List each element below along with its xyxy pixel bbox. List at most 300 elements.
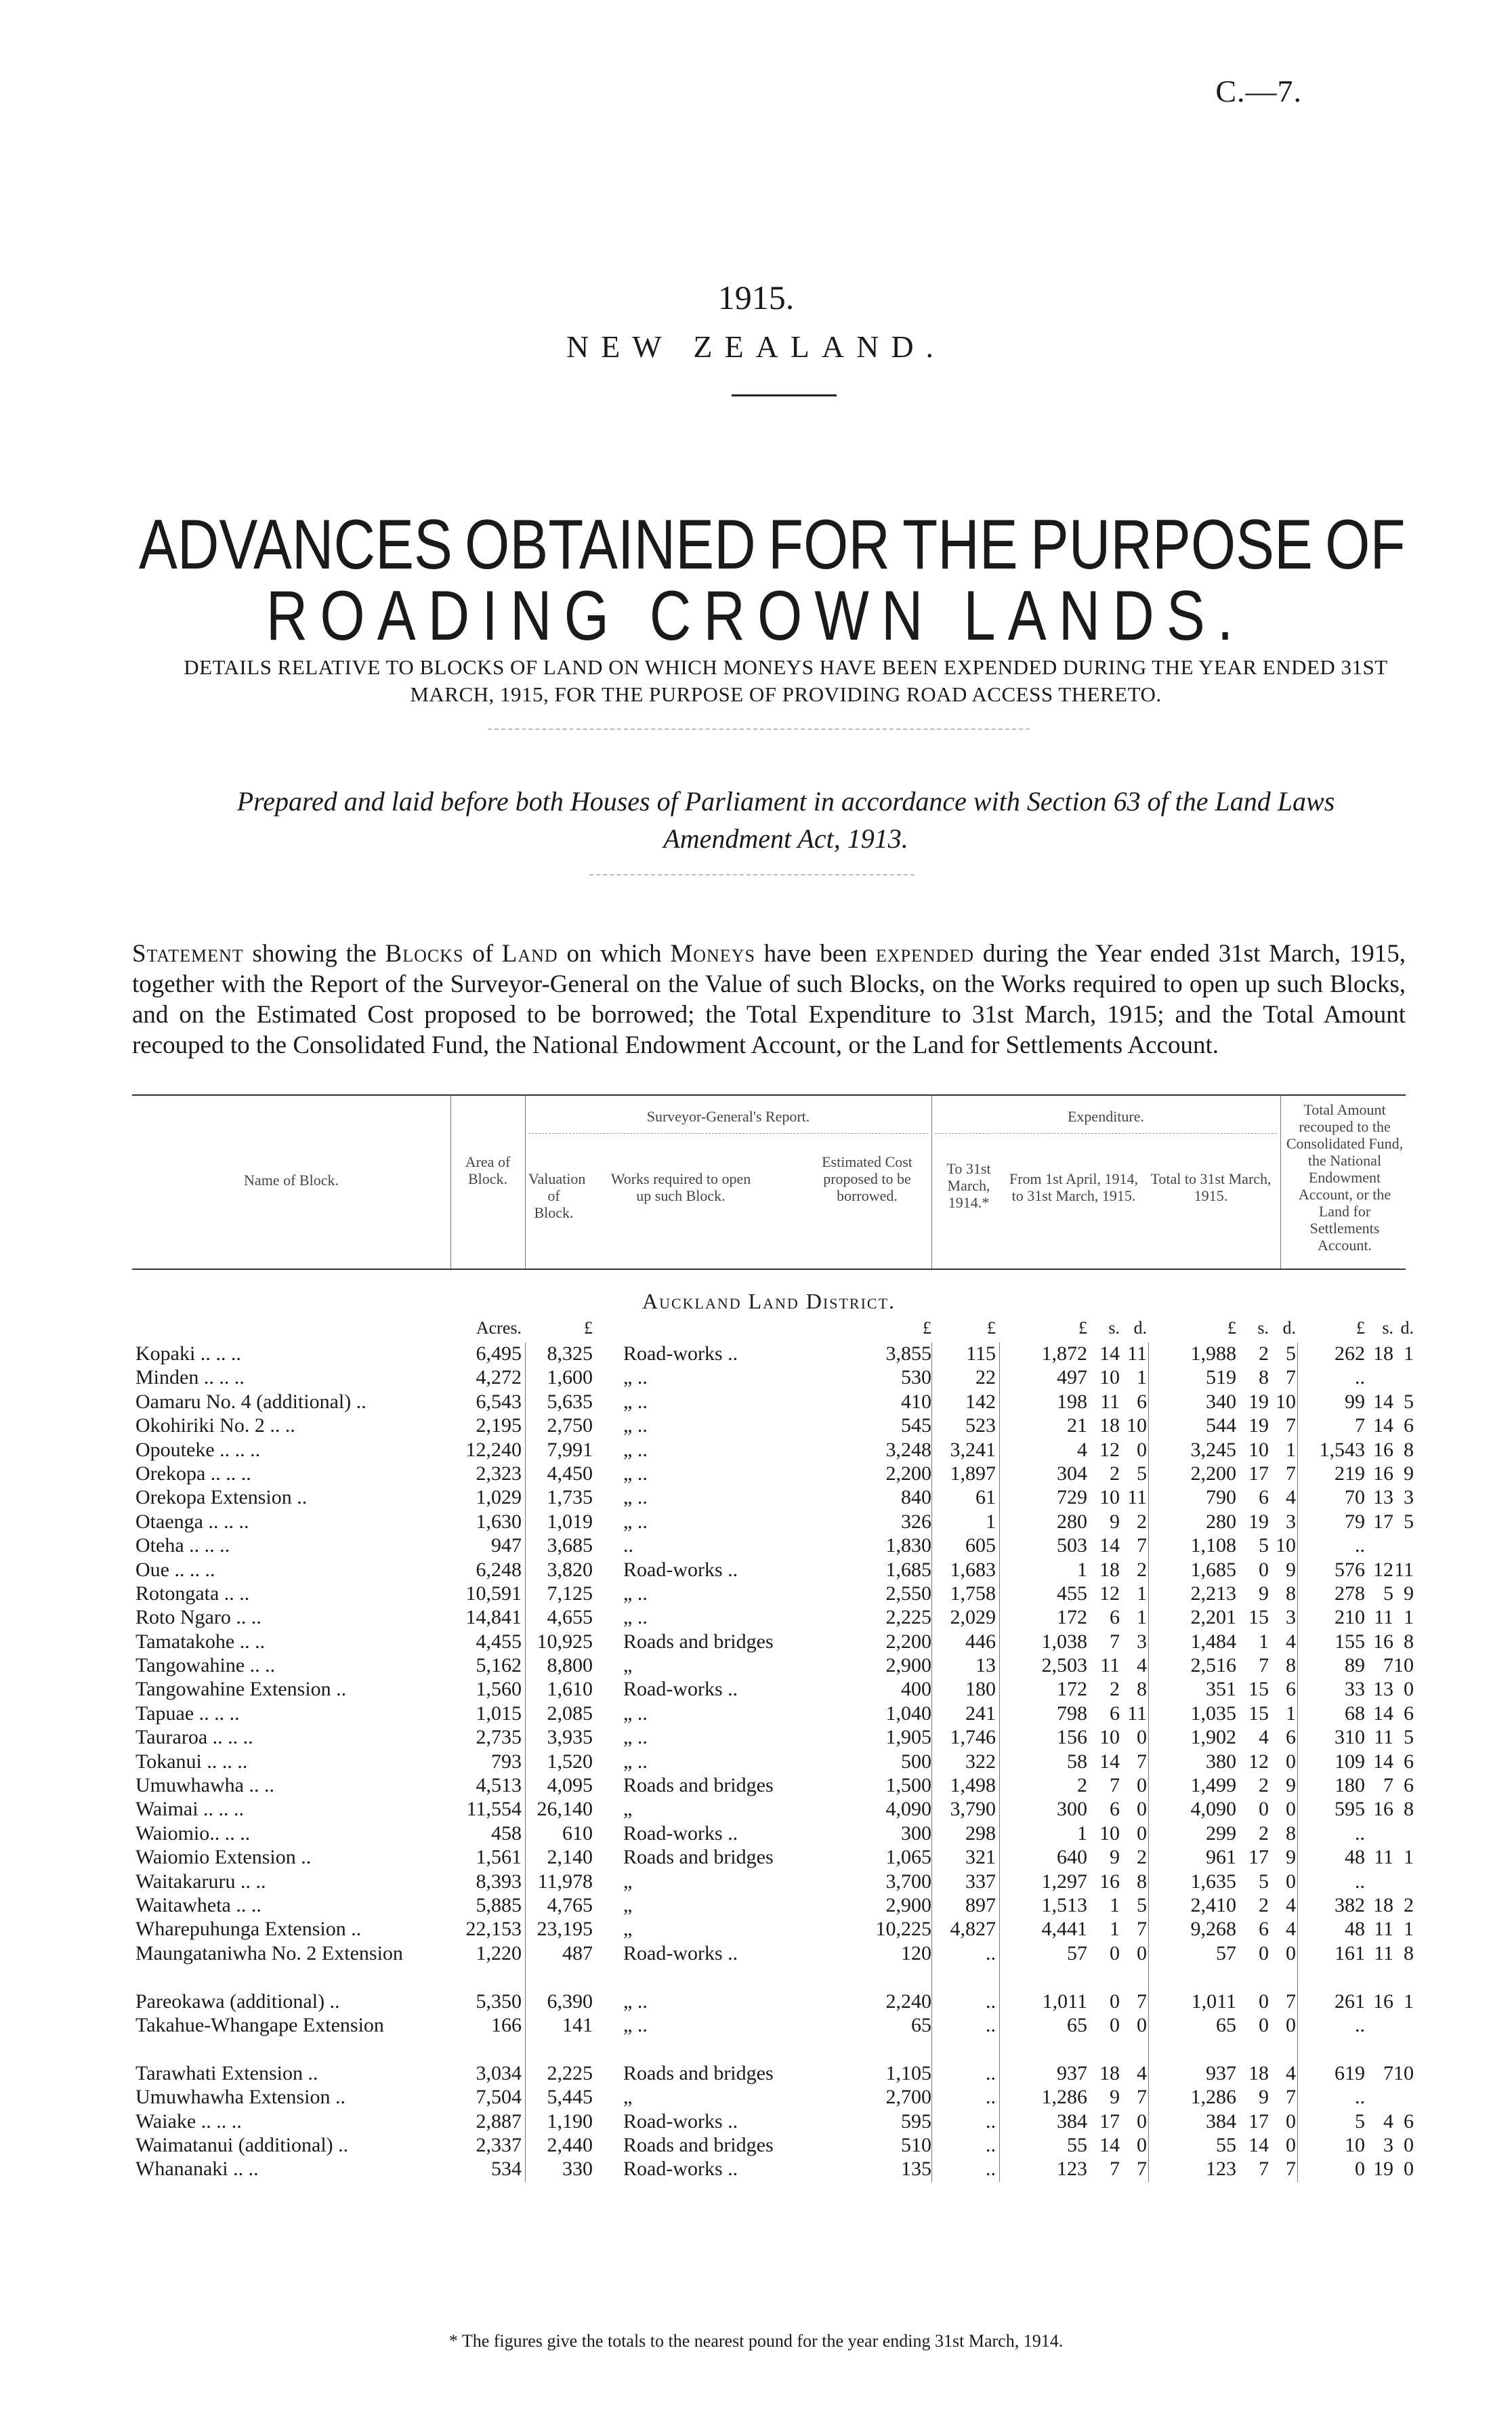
total-pence: 8 — [1286, 1582, 1296, 1605]
recouped-pounds: 161 — [1335, 1941, 1365, 1964]
header-works: Works required to open up such Block. — [610, 1170, 751, 1204]
block-name: Oue .. .. .. — [135, 1558, 215, 1581]
table-row — [132, 1918, 1414, 1941]
expenditure-1915-pounds: 1,038 — [1041, 1630, 1087, 1653]
block-valuation: 4,655 — [547, 1606, 593, 1629]
estimated-cost: 326 — [901, 1510, 931, 1533]
title-word: FOR — [768, 506, 890, 584]
expenditure-1915-pence: 11 — [1127, 1486, 1147, 1509]
expenditure-1915-pence: 1 — [1137, 1366, 1147, 1389]
recouped-pence: 6 — [1404, 2109, 1414, 2133]
total-shillings: 0 — [1259, 1798, 1269, 1821]
expenditure-1915-shillings: 14 — [1099, 1342, 1120, 1365]
header-name: Name of Block. — [244, 1172, 339, 1189]
works-required: „ .. — [623, 1414, 648, 1437]
total-pounds: 3,245 — [1190, 1438, 1236, 1461]
total-pence: 7 — [1286, 1990, 1296, 2013]
recouped-pounds: 99 — [1345, 1390, 1365, 1413]
expenditure-1915-pence: 3 — [1137, 1630, 1147, 1653]
works-required: „ .. — [623, 1486, 648, 1509]
table-row — [132, 1702, 1414, 1726]
expenditure-1915-pence: 1 — [1137, 1582, 1147, 1605]
estimated-cost: 4,090 — [885, 1798, 931, 1821]
block-valuation: 4,450 — [547, 1462, 593, 1485]
total-pence: 9 — [1286, 1846, 1296, 1869]
block-name: Kopaki .. .. .. — [135, 1342, 241, 1365]
expenditure-1915-pounds: 304 — [1057, 1462, 1087, 1485]
block-area: 2,887 — [476, 2109, 522, 2133]
total-pence: 4 — [1286, 2061, 1296, 2084]
block-valuation: 2,225 — [547, 2061, 593, 2084]
expenditure-1915-shillings: 0 — [1110, 1941, 1120, 1964]
recouped-pounds: .. — [1355, 1821, 1365, 1845]
table-row — [132, 1654, 1414, 1678]
block-valuation: 8,800 — [547, 1654, 593, 1677]
block-valuation: 6,390 — [547, 1990, 593, 2013]
unit-label: Acres. — [476, 1318, 522, 1338]
estimated-cost: 840 — [901, 1486, 931, 1509]
block-name: Roto Ngaro .. .. — [135, 1606, 261, 1629]
block-name: Waitakaruru .. .. — [135, 1870, 266, 1893]
total-pence: 3 — [1286, 1606, 1296, 1629]
recouped-shillings: 14 — [1373, 1750, 1393, 1773]
recouped-shillings: 5 — [1383, 1582, 1393, 1605]
unit-label: £ — [1078, 1318, 1087, 1338]
total-pence: 6 — [1286, 1678, 1296, 1701]
block-area: 458 — [491, 1821, 522, 1845]
estimated-cost: 2,240 — [885, 1990, 931, 2013]
recouped-pence: 5 — [1404, 1390, 1414, 1413]
expenditure-1915-pounds: 4,441 — [1041, 1918, 1087, 1941]
block-name: Tarawhati Extension .. — [135, 2061, 318, 2084]
table-row — [132, 1510, 1414, 1534]
recouped-pounds: .. — [1355, 1870, 1365, 1893]
table-row — [132, 1798, 1414, 1821]
recouped-pounds: 89 — [1345, 1654, 1365, 1677]
total-shillings: 0 — [1259, 1990, 1269, 2013]
expenditure-1915-shillings: 11 — [1100, 1390, 1120, 1413]
expenditure-1915-pence: 7 — [1137, 1918, 1147, 1941]
expenditure-1915-pounds: 172 — [1057, 1678, 1087, 1701]
expenditure-1915-shillings: 1 — [1110, 1918, 1120, 1941]
header-valuation: Valuation of Block. — [528, 1170, 586, 1221]
column-rule — [1280, 1096, 1281, 1269]
block-area: 1,561 — [476, 1846, 522, 1869]
total-pounds: 340 — [1206, 1390, 1236, 1413]
page-reference: C.—7. — [1215, 74, 1302, 108]
expenditure-to-1914: 337 — [965, 1870, 996, 1893]
expenditure-1915-pounds: 58 — [1067, 1750, 1087, 1773]
block-valuation: 330 — [562, 2158, 593, 2181]
works-required: .. — [623, 1534, 633, 1557]
total-pence: 10 — [1276, 1534, 1296, 1557]
estimated-cost: 1,830 — [885, 1534, 931, 1557]
total-shillings: 2 — [1259, 1342, 1269, 1365]
total-pence: 7 — [1286, 2086, 1296, 2109]
recouped-pence: 1 — [1404, 1990, 1414, 2013]
block-valuation: 1,190 — [547, 2109, 593, 2133]
expenditure-1915-pence: 0 — [1137, 1438, 1147, 1461]
block-area: 14,841 — [465, 1606, 522, 1629]
statement-text: on which — [558, 940, 671, 968]
expenditure-1915-pounds: 1,011 — [1042, 1990, 1087, 2013]
table-body — [132, 1342, 1414, 2182]
total-pounds: 57 — [1216, 1941, 1236, 1964]
expenditure-to-1914: 22 — [975, 1366, 996, 1389]
table-row — [132, 1366, 1406, 1390]
total-shillings: 0 — [1259, 1558, 1269, 1581]
block-name: Tangowahine .. .. — [135, 1654, 276, 1677]
expenditure-1915-pounds: 455 — [1057, 1582, 1087, 1605]
separator-dashes — [589, 874, 915, 876]
total-pounds: 1,108 — [1190, 1534, 1236, 1557]
block-name: Waiake .. .. .. — [135, 2109, 242, 2133]
table-row — [132, 2133, 1414, 2158]
expenditure-1915-pence: 5 — [1137, 1893, 1147, 1916]
block-valuation: 5,635 — [547, 1390, 593, 1413]
total-pence: 9 — [1286, 1774, 1296, 1797]
block-area: 1,220 — [476, 1941, 522, 1964]
recouped-pounds: 79 — [1345, 1510, 1365, 1533]
expenditure-to-1914: 1,897 — [950, 1462, 996, 1485]
block-area: 12,240 — [465, 1438, 522, 1461]
expenditure-1915-shillings: 12 — [1099, 1438, 1120, 1461]
block-valuation: 5,445 — [547, 2086, 593, 2109]
recouped-pence: 1 — [1404, 1918, 1414, 1941]
expenditure-1915-pence: 7 — [1137, 2086, 1147, 2109]
recouped-pounds: 48 — [1345, 1846, 1365, 1869]
table-row — [132, 1390, 1414, 1414]
expenditure-to-1914: 115 — [966, 1342, 996, 1365]
expenditure-1915-pence: 2 — [1137, 1846, 1147, 1869]
expenditure-1915-pence: 5 — [1137, 1462, 1147, 1485]
expenditure-1915-pounds: 21 — [1067, 1414, 1087, 1437]
recouped-shillings: 3 — [1383, 2133, 1393, 2156]
total-pounds: 1,286 — [1190, 2086, 1236, 2109]
block-name: Waimai .. .. .. — [135, 1798, 245, 1821]
total-pence: 6 — [1286, 1726, 1296, 1749]
subtitle: DETAILS RELATIVE TO BLOCKS OF LAND ON WHICH MONEYS HAVE BEEN EXPENDED DURING THE YEAR ENDED 31ST MARCH, 1915, FOR THE PURPOSE OF PROVIDING ROAD ACCESS THERETO. — [184, 655, 1388, 706]
total-pence: 4 — [1286, 1918, 1296, 1941]
expenditure-1915-pence: 0 — [1137, 1726, 1147, 1749]
expenditure-1915-pounds: 1 — [1077, 1558, 1087, 1581]
expenditure-1915-pounds: 1,513 — [1041, 1893, 1087, 1916]
expenditure-1915-pounds: 2,503 — [1041, 1654, 1087, 1677]
total-pence: 8 — [1286, 1654, 1296, 1677]
estimated-cost: 2,900 — [885, 1654, 931, 1677]
total-pounds: 1,902 — [1190, 1726, 1236, 1749]
estimated-cost: 410 — [901, 1390, 931, 1413]
recouped-shillings: 11 — [1374, 1606, 1393, 1629]
table-row — [132, 2086, 1406, 2109]
works-required: „ .. — [623, 1510, 648, 1533]
total-pounds: 1,685 — [1190, 1558, 1236, 1581]
estimated-cost: 2,700 — [885, 2086, 931, 2109]
table-row — [132, 1893, 1414, 1918]
recouped-pounds: 7 — [1355, 1414, 1365, 1437]
total-pounds: 2,516 — [1190, 1654, 1236, 1677]
recouped-shillings: 16 — [1373, 1990, 1393, 2013]
total-shillings: 12 — [1248, 1750, 1269, 1773]
table-row — [132, 1630, 1414, 1654]
table-row — [132, 2158, 1414, 2181]
block-area: 4,272 — [476, 1366, 522, 1389]
recouped-shillings: 14 — [1373, 1390, 1393, 1413]
block-name: Tapuae .. .. .. — [135, 1702, 240, 1725]
expenditure-1915-shillings: 7 — [1110, 1774, 1120, 1797]
expenditure-1915-pence: 8 — [1137, 1870, 1147, 1893]
unit-label: s. — [1382, 1318, 1393, 1338]
total-shillings: 19 — [1248, 1414, 1269, 1437]
expenditure-to-1914: 3,790 — [950, 1798, 996, 1821]
total-pounds: 1,035 — [1190, 1702, 1236, 1725]
block-valuation: 487 — [562, 1941, 593, 1964]
total-pence: 0 — [1286, 2133, 1296, 2156]
expenditure-1915-pence: 0 — [1137, 2133, 1147, 2156]
recouped-shillings: 16 — [1373, 1462, 1393, 1485]
expenditure-to-1914: .. — [986, 2158, 996, 2181]
statement-text: showing the — [243, 940, 385, 968]
estimated-cost: 3,248 — [885, 1438, 931, 1461]
block-name: Umuwhawha .. .. — [135, 1774, 274, 1797]
header-to31: To 31st March, 1914.* — [946, 1160, 991, 1211]
unit-label: £ — [1227, 1318, 1236, 1338]
table-row — [132, 1846, 1414, 1870]
total-pence: 7 — [1286, 2158, 1296, 2181]
recouped-shillings: 11 — [1374, 1726, 1393, 1749]
expenditure-1915-pounds: 65 — [1067, 2013, 1087, 2036]
year-heading: 1915. — [717, 279, 795, 316]
block-area: 6,495 — [476, 1342, 522, 1365]
expenditure-1915-pence: 11 — [1127, 1342, 1147, 1365]
block-valuation: 2,140 — [547, 1846, 593, 1869]
total-pounds: 55 — [1216, 2133, 1236, 2156]
expenditure-to-1914: 1,746 — [950, 1726, 996, 1749]
statement-word: Land — [501, 940, 558, 968]
expenditure-1915-pence: 7 — [1137, 2158, 1147, 2181]
block-name: Otaenga .. .. .. — [135, 1510, 249, 1533]
recouped-pence: 6 — [1404, 1414, 1414, 1437]
table-row — [132, 1941, 1414, 1990]
recouped-pounds: 68 — [1345, 1702, 1365, 1725]
table-row — [132, 1414, 1414, 1438]
expenditure-to-1914: 605 — [965, 1534, 996, 1557]
total-pence: 1 — [1286, 1438, 1296, 1461]
total-pounds: 4,090 — [1190, 1798, 1236, 1821]
recouped-shillings: 18 — [1373, 1342, 1393, 1365]
expenditure-1915-shillings: 12 — [1099, 1582, 1120, 1605]
block-name: Wharepuhunga Extension .. — [135, 1918, 362, 1941]
recouped-pounds: .. — [1355, 1534, 1365, 1557]
title-word: OF — [1325, 506, 1406, 584]
recouped-shillings: 16 — [1373, 1798, 1393, 1821]
total-pence: 1 — [1286, 1702, 1296, 1725]
expenditure-1915-pounds: 55 — [1067, 2133, 1087, 2156]
block-area: 1,560 — [476, 1678, 522, 1701]
expenditure-to-1914: 897 — [965, 1893, 996, 1916]
estimated-cost: 1,105 — [885, 2061, 931, 2084]
total-shillings: 17 — [1248, 1462, 1269, 1485]
total-shillings: 2 — [1259, 1821, 1269, 1845]
recouped-pence: 6 — [1404, 1774, 1414, 1797]
column-rule — [450, 1096, 451, 1269]
header-expenditure: Expenditure. — [1067, 1108, 1145, 1125]
expenditure-1915-pounds: 937 — [1057, 2061, 1087, 2084]
recouped-pounds: 33 — [1345, 1678, 1365, 1701]
block-valuation: 4,095 — [547, 1774, 593, 1797]
block-valuation: 2,085 — [547, 1702, 593, 1725]
total-pounds: 299 — [1206, 1821, 1236, 1845]
works-required: „ .. — [623, 1702, 648, 1725]
expenditure-1915-pence: 0 — [1137, 1821, 1147, 1845]
block-area: 2,323 — [476, 1462, 522, 1485]
expenditure-1915-pounds: 172 — [1057, 1606, 1087, 1629]
block-name: Oamaru No. 4 (additional) .. — [135, 1390, 366, 1413]
works-required: Road-works .. — [623, 1558, 738, 1581]
total-pence: 7 — [1286, 1462, 1296, 1485]
total-shillings: 9 — [1259, 2086, 1269, 2109]
table-row — [132, 1750, 1414, 1774]
expenditure-1915-pounds: 57 — [1067, 1941, 1087, 1964]
total-shillings: 17 — [1248, 2109, 1269, 2133]
expenditure-1915-shillings: 9 — [1110, 1846, 1120, 1869]
recouped-pence: 5 — [1404, 1726, 1414, 1749]
expenditure-to-1914: 298 — [965, 1821, 996, 1845]
block-valuation: 1,520 — [547, 1750, 593, 1773]
estimated-cost: 300 — [901, 1821, 931, 1845]
works-required: „ — [623, 1798, 633, 1821]
block-area: 166 — [491, 2013, 522, 2036]
recouped-pence: 0 — [1404, 2133, 1414, 2156]
estimated-cost: 1,500 — [885, 1774, 931, 1797]
expenditure-1915-pounds: 503 — [1057, 1534, 1087, 1557]
total-pence: 0 — [1286, 2013, 1296, 2036]
expenditure-to-1914: 13 — [975, 1654, 996, 1677]
block-area: 10,591 — [465, 1582, 522, 1605]
expenditure-1915-pence: 6 — [1137, 1390, 1147, 1413]
expenditure-1915-pounds: 280 — [1057, 1510, 1087, 1533]
expenditure-1915-pence: 7 — [1137, 1534, 1147, 1557]
total-pounds: 2,213 — [1190, 1582, 1236, 1605]
estimated-cost: 595 — [901, 2109, 931, 2133]
block-area: 1,015 — [476, 1702, 522, 1725]
recouped-shillings: 14 — [1373, 1702, 1393, 1725]
expenditure-to-1914: .. — [986, 2013, 996, 2036]
block-area: 4,513 — [476, 1774, 522, 1797]
total-shillings: 14 — [1248, 2133, 1269, 2156]
recouped-pounds: .. — [1355, 2086, 1365, 2109]
works-required: „ — [623, 1893, 633, 1916]
separator-dashes — [488, 728, 1030, 730]
estimated-cost: 2,200 — [885, 1462, 931, 1485]
expenditure-1915-shillings: 10 — [1099, 1366, 1120, 1389]
unit-label: £ — [1356, 1318, 1365, 1338]
block-area: 534 — [491, 2158, 522, 2181]
works-required: „ .. — [623, 1750, 648, 1773]
total-pounds: 961 — [1206, 1846, 1236, 1869]
total-pence: 8 — [1286, 1821, 1296, 1845]
expenditure-1915-pence: 0 — [1137, 2109, 1147, 2133]
block-valuation: 11,978 — [537, 1870, 593, 1893]
recouped-shillings: 7 — [1383, 2061, 1393, 2084]
unit-label: s. — [1257, 1318, 1269, 1338]
recouped-pounds: 1,543 — [1319, 1438, 1365, 1461]
block-area: 5,162 — [476, 1654, 522, 1677]
recouped-shillings: 7 — [1383, 1774, 1393, 1797]
expenditure-1915-pounds: 1,872 — [1041, 1342, 1087, 1365]
expenditure-to-1914: 142 — [965, 1390, 996, 1413]
expenditure-to-1914: .. — [986, 2061, 996, 2084]
estimated-cost: 135 — [901, 2158, 931, 2181]
total-pounds: 544 — [1206, 1414, 1236, 1437]
block-area: 1,029 — [476, 1486, 522, 1509]
expenditure-1915-pence: 8 — [1137, 1678, 1147, 1701]
block-valuation: 1,610 — [547, 1678, 593, 1701]
total-pence: 4 — [1286, 1893, 1296, 1916]
total-pence: 0 — [1286, 1750, 1296, 1773]
block-valuation: 1,600 — [547, 1366, 593, 1389]
total-pence: 10 — [1276, 1390, 1296, 1413]
recouped-pounds: .. — [1355, 1366, 1365, 1389]
expenditure-to-1914: 1,683 — [950, 1558, 996, 1581]
recouped-shillings: 16 — [1373, 1438, 1393, 1461]
recouped-pence: 1 — [1404, 1846, 1414, 1869]
expenditure-1915-shillings: 6 — [1110, 1798, 1120, 1821]
recouped-pence: 9 — [1404, 1582, 1414, 1605]
recouped-pounds: 595 — [1335, 1798, 1365, 1821]
recouped-pounds: 109 — [1335, 1750, 1365, 1773]
expenditure-1915-pence: 0 — [1137, 1774, 1147, 1797]
expenditure-1915-pence: 11 — [1127, 1702, 1147, 1725]
expenditure-to-1914: .. — [986, 1990, 996, 2013]
total-pounds: 2,200 — [1190, 1462, 1236, 1485]
recouped-pounds: 576 — [1335, 1558, 1365, 1581]
block-valuation: 26,140 — [537, 1798, 593, 1821]
block-valuation: 7,991 — [547, 1438, 593, 1461]
block-name: Waitawheta .. .. — [135, 1893, 261, 1916]
works-required: „ — [623, 2086, 633, 2109]
total-shillings: 2 — [1259, 1774, 1269, 1797]
estimated-cost: 1,905 — [885, 1726, 931, 1749]
total-shillings: 19 — [1248, 1510, 1269, 1533]
expenditure-1915-shillings: 2 — [1110, 1462, 1120, 1485]
estimated-cost: 530 — [901, 1366, 931, 1389]
block-area: 3,034 — [476, 2061, 522, 2084]
recouped-pence: 0 — [1404, 2158, 1414, 2181]
estimated-cost: 3,700 — [885, 1870, 931, 1893]
recouped-pounds: 180 — [1335, 1774, 1365, 1797]
works-required: Roads and bridges — [623, 2133, 774, 2156]
expenditure-1915-shillings: 18 — [1099, 1414, 1120, 1437]
header-area: Area of Block. — [465, 1153, 511, 1187]
block-valuation: 2,750 — [547, 1414, 593, 1437]
expenditure-1915-pence: 10 — [1127, 1414, 1147, 1437]
block-valuation: 8,325 — [547, 1342, 593, 1365]
table-row — [132, 1486, 1414, 1510]
expenditure-1915-pence: 1 — [1137, 1606, 1147, 1629]
expenditure-1915-pounds: 1,297 — [1041, 1870, 1087, 1893]
expenditure-1915-pounds: 640 — [1057, 1846, 1087, 1869]
expenditure-1915-shillings: 10 — [1099, 1821, 1120, 1845]
heading-rule — [732, 394, 837, 396]
block-name: Tamatakohe .. .. — [135, 1630, 266, 1653]
unit-label: d. — [1400, 1318, 1414, 1338]
table-row — [132, 1990, 1414, 2014]
expenditure-to-1914: 241 — [965, 1702, 996, 1725]
table-row — [132, 1438, 1414, 1462]
footnote: * The figures give the totals to the nearest pound for the year ending 31st March, 1914. — [448, 2331, 1064, 2351]
works-required: „ .. — [623, 1438, 648, 1461]
